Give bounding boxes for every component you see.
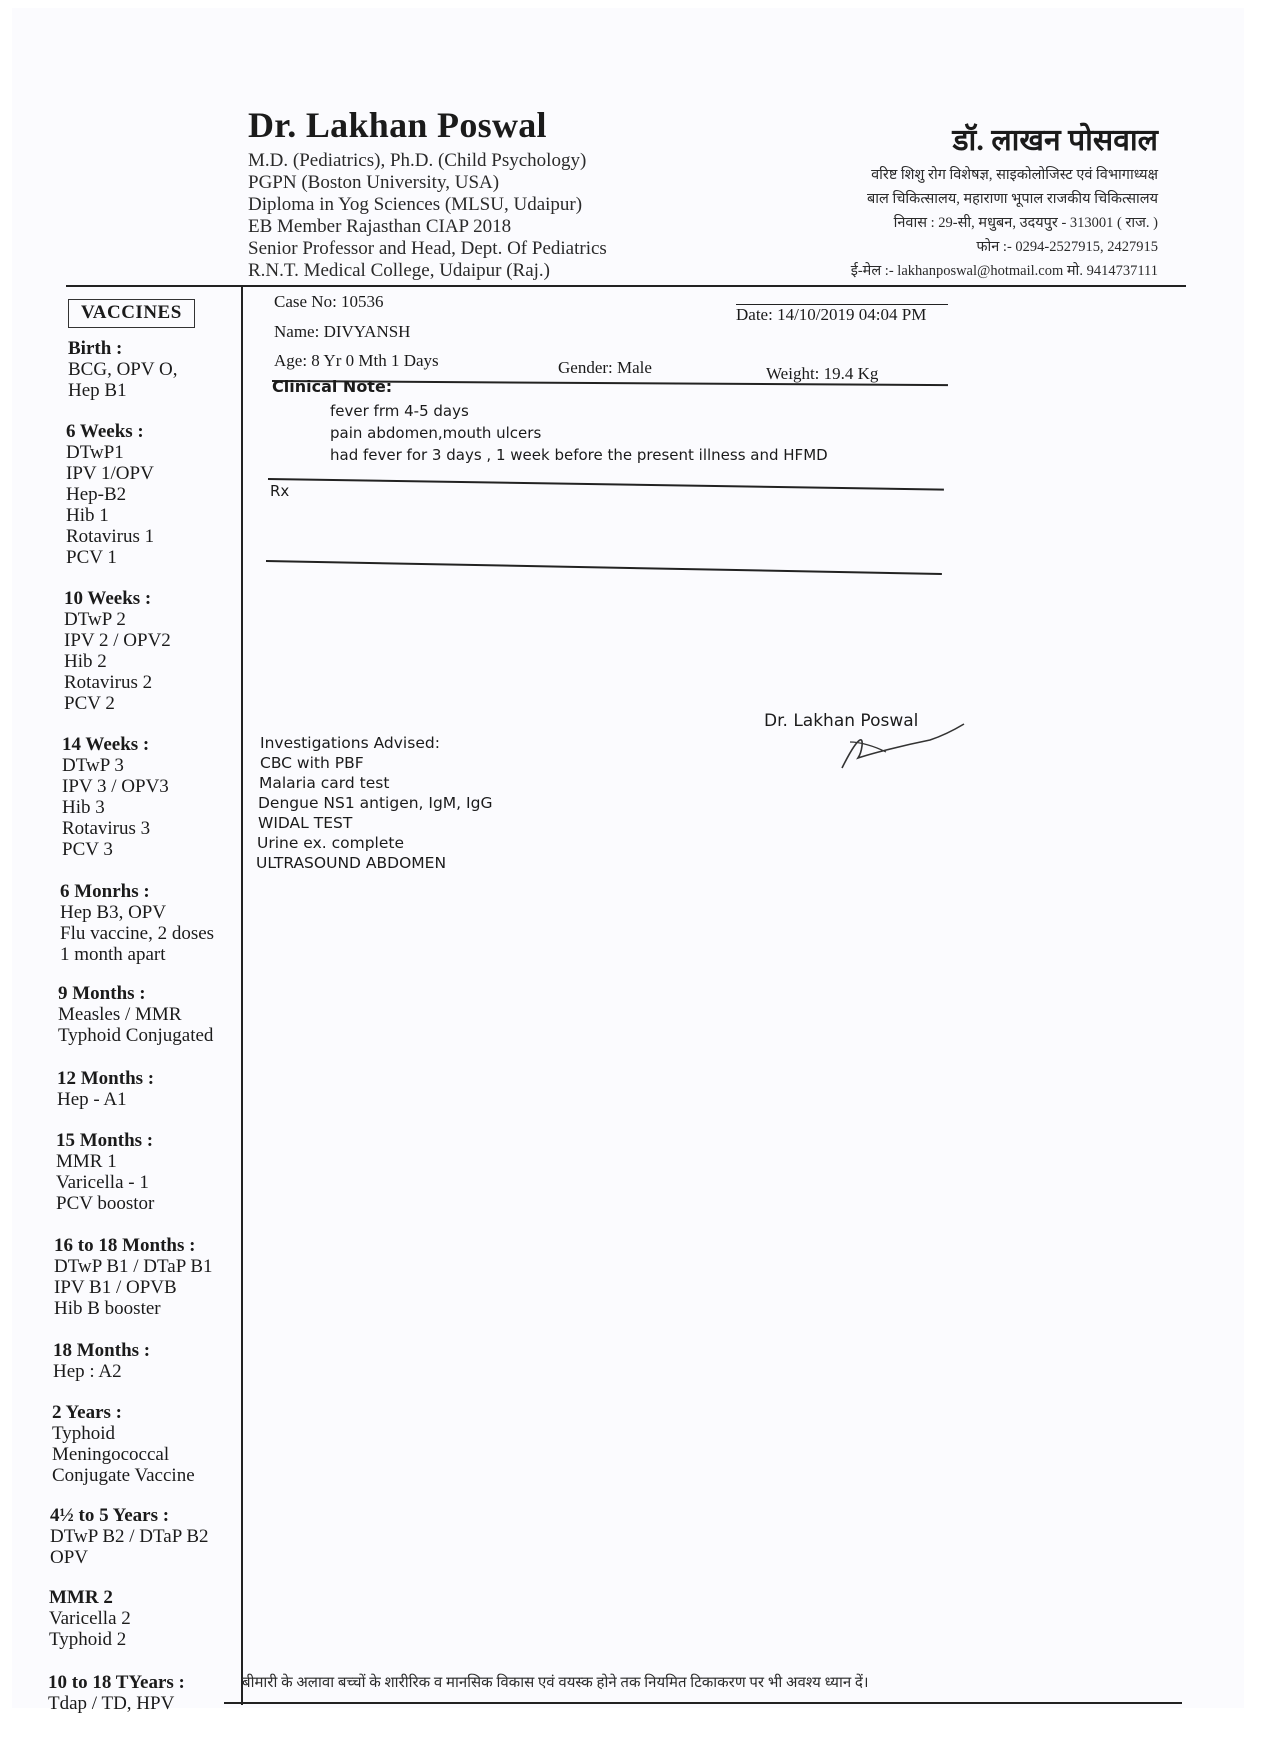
vaccine-item: Meningococcal <box>52 1444 170 1465</box>
vaccine-group <box>57 1068 154 1110</box>
credential-line: M.D. (Pediatrics), Ph.D. (Child Psychology) <box>248 150 587 171</box>
case-number: Case No: 10536 <box>274 292 384 311</box>
vaccine-group-heading: 10 Weeks : <box>64 588 152 609</box>
vaccine-item: Rotavirus 2 <box>64 672 153 693</box>
vaccine-item: PCV 2 <box>64 693 115 714</box>
vaccine-item: DTwP B2 / DTaP B2 <box>50 1526 209 1547</box>
vaccine-item: Hep B3, OPV <box>60 902 167 923</box>
vaccine-item: Hib 3 <box>62 797 105 818</box>
vaccine-item: IPV 1/OPV <box>66 463 154 484</box>
footer-note: बीमारी के अलावा बच्चों के शारीरिक व मानसिक विकास एवं वयस्क होने तक नियमित टिकाकरण पर भी अवश्य ध्यान दें। <box>242 1675 869 1691</box>
patient-gender: Gender: Male <box>558 358 652 377</box>
credential-line: EB Member Rajasthan CIAP 2018 <box>248 216 512 237</box>
vaccine-item: OPV <box>50 1547 89 1568</box>
date-rule <box>736 304 948 305</box>
vaccine-item: Rotavirus 1 <box>66 526 155 547</box>
vaccine-item: DTwP 3 <box>62 755 124 776</box>
vaccine-group-heading: 10 to 18 TYears : <box>48 1672 185 1693</box>
vaccine-item: 1 month apart <box>60 944 166 965</box>
credential-line: R.N.T. Medical College, Udaipur (Raj.) <box>248 260 550 281</box>
patient-age: Age: 8 Yr 0 Mth 1 Days <box>274 351 439 370</box>
vaccine-item: Hep-B2 <box>66 484 127 505</box>
investigation-item: ULTRASOUND ABDOMEN <box>256 854 447 872</box>
vaccine-item: Typhoid <box>52 1423 116 1444</box>
vaccine-item: Tdap / TD, HPV <box>48 1693 175 1714</box>
vaccine-group <box>60 881 214 965</box>
hindi-phone: फोन :- 0294-2527915, 2427915 <box>976 239 1158 255</box>
investigation-item: Dengue NS1 antigen, IgM, IgG <box>258 794 493 812</box>
investigation-item: CBC with PBF <box>260 754 364 772</box>
vaccine-group <box>66 421 154 568</box>
vaccine-item: Rotavirus 3 <box>62 818 151 839</box>
vaccine-item: Typhoid Conjugated <box>58 1025 214 1046</box>
clinical-note-line: pain abdomen,mouth ulcers <box>330 424 542 442</box>
signature-mark <box>830 712 970 772</box>
vaccine-item: BCG, OPV O, <box>68 359 178 380</box>
hindi-email-mobile: ई-मेल :- lakhanposwal@hotmail.com मो. 9414737111 <box>850 263 1158 279</box>
vaccine-group <box>49 1587 131 1650</box>
vaccine-group-heading: 6 Weeks : <box>66 421 144 442</box>
vaccine-item: Hep B1 <box>68 380 127 401</box>
hindi-line: निवास : 29-सी, मधुबन, उदयपुर - 313001 ( राज. ) <box>893 215 1158 231</box>
vaccines-title-box: VACCINES <box>68 299 195 328</box>
doctor-name: Dr. Lakhan Poswal <box>248 105 547 145</box>
vaccine-group <box>64 588 171 714</box>
vaccine-group <box>56 1130 154 1214</box>
vaccine-group-heading: 16 to 18 Months : <box>54 1235 196 1256</box>
vaccine-item: Hib 2 <box>64 651 107 672</box>
vaccine-item: Measles / MMR <box>58 1004 182 1025</box>
vaccine-item: PCV 3 <box>62 839 113 860</box>
vaccine-item: PCV 1 <box>66 547 117 568</box>
vaccine-group-heading: 6 Monrhs : <box>60 881 150 902</box>
vaccine-item: Hib B booster <box>54 1298 161 1319</box>
investigation-item: WIDAL TEST <box>258 814 353 832</box>
vaccine-item: PCV boostor <box>56 1193 155 1214</box>
vaccine-item: Hib 1 <box>66 505 109 526</box>
vaccine-item: Varicella 2 <box>49 1608 131 1629</box>
vaccine-group <box>54 1235 213 1319</box>
vaccine-group-heading: 15 Months : <box>56 1130 154 1151</box>
vaccine-item: MMR 1 <box>56 1151 117 1172</box>
vaccine-group <box>53 1340 150 1382</box>
hindi-line: बाल चिकित्सालय, महाराणा भूपाल राजकीय चिकित्सालय <box>866 191 1158 207</box>
hindi-line: वरिष्ट शिशु रोग विशेषज्ञ, साइकोलोजिस्ट एवं विभागाध्यक्ष <box>871 167 1158 183</box>
vaccine-group <box>52 1402 195 1486</box>
vaccine-group-heading: 18 Months : <box>53 1340 151 1361</box>
doctor-name-hindi: डॉ. लाखन पोसवाल <box>952 124 1158 157</box>
clinical-note-line: had fever for 3 days , 1 week before the present illness and HFMD <box>330 446 828 464</box>
rx-label: Rx <box>270 482 290 500</box>
vaccine-group <box>68 338 177 401</box>
vaccine-item: IPV 2 / OPV2 <box>64 630 171 651</box>
vaccine-group <box>58 983 213 1046</box>
vaccine-item: DTwP B1 / DTaP B1 <box>54 1256 213 1277</box>
credential-line: PGPN (Boston University, USA) <box>248 172 500 193</box>
patient-name: Name: DIVYANSH <box>274 322 411 341</box>
vaccine-group <box>48 1672 185 1714</box>
investigation-item: Malaria card test <box>259 774 390 792</box>
vaccine-group <box>62 734 169 860</box>
vaccine-item: DTwP 2 <box>64 609 126 630</box>
vaccine-group <box>50 1505 209 1568</box>
vaccine-item: Typhoid 2 <box>49 1629 127 1650</box>
vaccine-item: IPV 3 / OPV3 <box>62 776 169 797</box>
vaccine-item: Hep : A2 <box>53 1361 122 1382</box>
clinical-note-label: Clinical Note: <box>272 377 393 396</box>
footer-divider <box>224 1702 1182 1704</box>
vaccine-group-heading: 14 Weeks : <box>62 734 150 755</box>
vaccine-group-heading: 4½ to 5 Years : <box>50 1505 170 1526</box>
vaccine-item: DTwP1 <box>66 442 124 463</box>
vaccine-group-heading: Birth : <box>68 338 123 359</box>
vaccine-group-heading: 9 Months : <box>58 983 146 1004</box>
column-divider <box>241 285 243 1705</box>
header-divider <box>66 285 1186 287</box>
vaccine-group-heading: MMR 2 <box>49 1587 113 1608</box>
vaccine-group-heading: 2 Years : <box>52 1402 122 1423</box>
vaccine-group-heading: 12 Months : <box>57 1068 155 1089</box>
credential-line: Senior Professor and Head, Dept. Of Pediatrics <box>248 238 607 259</box>
vaccine-item: Varicella - 1 <box>56 1172 149 1193</box>
vaccine-item: Conjugate Vaccine <box>52 1465 195 1486</box>
investigations-label: Investigations Advised: <box>260 734 440 752</box>
vaccine-item: Flu vaccine, 2 doses <box>60 923 215 944</box>
vaccine-item: Hep - A1 <box>57 1089 127 1110</box>
investigation-item: Urine ex. complete <box>257 834 405 852</box>
clinical-note-line: fever frm 4-5 days <box>330 402 469 420</box>
visit-date: Date: 14/10/2019 04:04 PM <box>736 305 927 324</box>
patient-weight: Weight: 19.4 Kg <box>766 364 879 383</box>
credential-line: Diploma in Yog Sciences (MLSU, Udaipur) <box>248 194 583 215</box>
signature-name: Dr. Lakhan Poswal <box>764 711 919 731</box>
vaccine-item: IPV B1 / OPVB <box>54 1277 177 1298</box>
